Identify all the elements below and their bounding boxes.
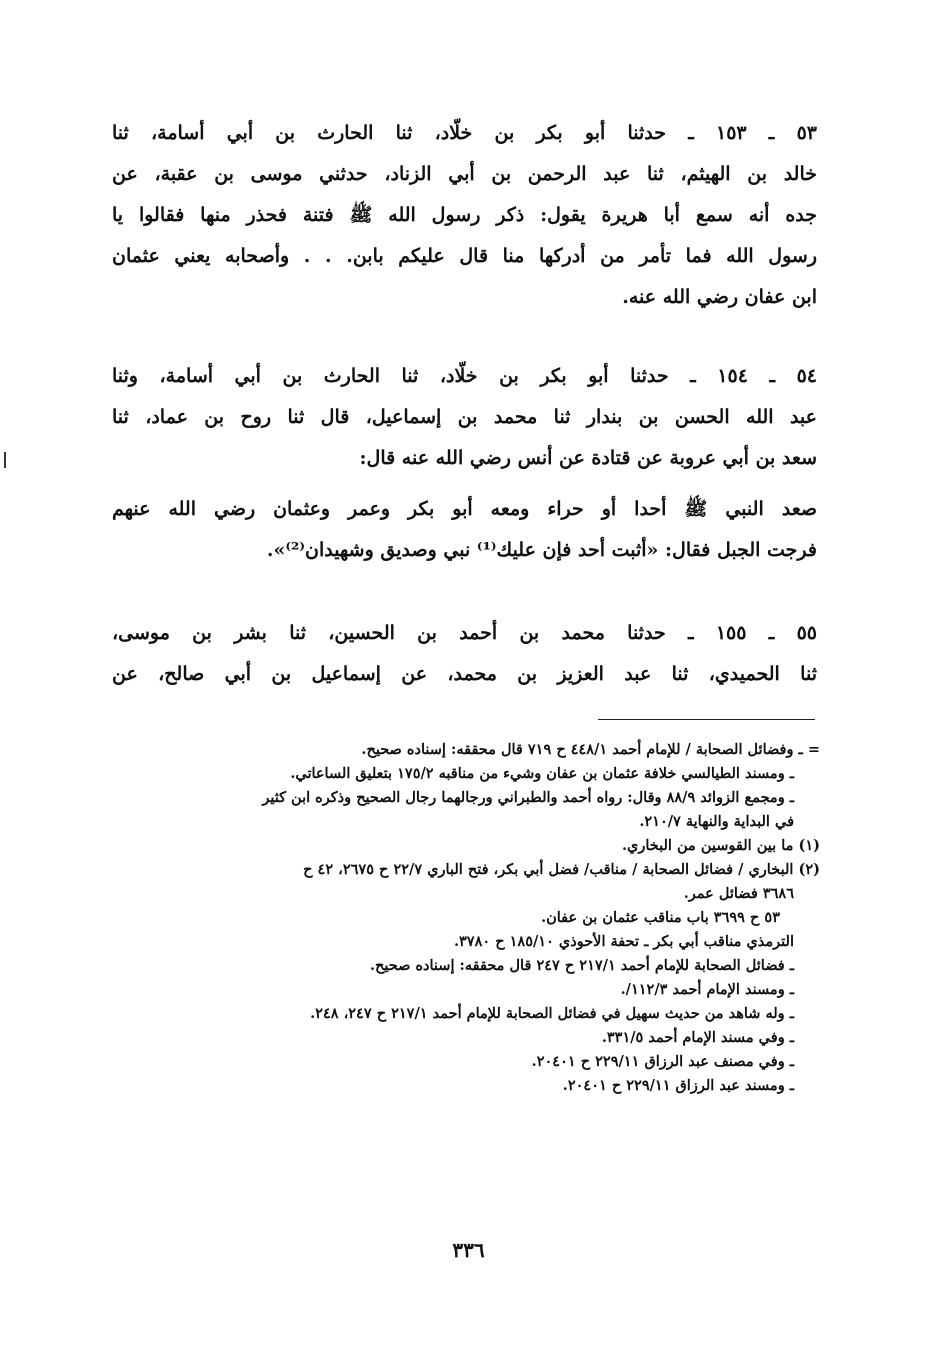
hadith-53-line: خالد بن الهيثم، ثنا عبد الرحمن بن أبي الزناد، حدثني موسى بن عقبة، عن <box>112 163 817 185</box>
footnote-line: ـ وفي مسند الإمام أحمد ٣٣١/٥. <box>601 1029 794 1046</box>
footnote-line: = ـ وفضائل الصحابة / للإمام أحمد ٤٤٨/١ ح ٧١٩ قال محققه: إسناده صحيح. <box>361 741 820 758</box>
hadith-54-line: سعد بن أبي عروبة عن قتادة عن أنس رضي الله عنه قال: <box>359 447 817 469</box>
hadith-53 <box>112 113 817 318</box>
footnote-line: ـ فضائل الصحابة للإمام أحمد ٢١٧/١ ح ٢٤٧ قال محققه: إسناده صحيح. <box>369 957 794 974</box>
hadith-54-text-line: صعد النبي ﷺ أحدا أو حراء ومعه أبو بكر وعمر وعثمان رضي الله عنهم <box>112 498 817 520</box>
footnote-line: في البداية والنهاية ٢١٠/٧. <box>639 813 794 830</box>
footnote-line: ـ ومسند عبد الرزاق ٢٢٩/١١ ح ٢٠٤٠١. <box>562 1077 794 1094</box>
hadith-54-isnad <box>112 356 817 479</box>
footnote-line: (١) ما بين القوسين من البخاري. <box>621 837 820 854</box>
footnote-line: ٥٣ ح ٣٦٩٩ باب مناقب عثمان بن عفان. <box>541 909 780 926</box>
footnote-line: ـ ومسند الطيالسي خلافة عثمان بن عفان وشيء من مناقبه ١٧٥/٢ بتعليق الساعاتي. <box>290 765 794 782</box>
hadith-53-line: ٥٣ ـ ١٥٣ ـ حدثنا أبو بكر بن خلّاد، ثنا الحارث بن أبي أسامة، ثنا <box>112 122 817 144</box>
hadith-54-line: عبد الله الحسن بن بندار ثنا محمد بن إسماعيل، قال ثنا روح بن عماد، ثنا <box>112 406 817 428</box>
footnote-line: ـ وله شاهد من حديث سهيل في فضائل الصحابة للإمام أحمد ٢١٧/١ ح ٢٤٧، ٢٤٨. <box>310 1005 794 1022</box>
hadith-54-text <box>112 489 817 571</box>
footnote-line: ٣٦٨٦ فضائل عمر. <box>683 885 794 902</box>
footnote-line: الترمذي مناقب أبي بكر ـ تحفة الأحوذي ١٨٥/١٠ ح ٣٧٨٠. <box>453 933 794 950</box>
hadith-54-line: ٥٤ ـ ١٥٤ ـ حدثنا أبو بكر بن خلّاد، ثنا الحارث بن أبي أسامة، وثنا <box>112 365 817 387</box>
hadith-53-line: رسول الله فما تأمر من أدركها منا قال عليكم بابن. . . وأصحابه يعني عثمان <box>112 245 817 267</box>
hadith-55-line: ٥٥ ـ ١٥٥ ـ حدثنا محمد بن أحمد بن الحسين، ثنا بشر بن موسى، <box>112 622 817 644</box>
footnote-line: (٢) البخاري / فضائل الصحابة / مناقب/ فضل أبي بكر، فتح الباري ٢٢/٧ ح ٢٦٧٥، ٤٢ ح <box>303 861 820 878</box>
footnote-line: ـ ومجمع الزوائد ٨٨/٩ وقال: رواه أحمد والطبراني ورجالهما رجال الصحيح وذكره ابن كثير <box>262 789 794 806</box>
page-number: ٣٣٦ <box>452 1238 485 1262</box>
hadith-55-line: ثنا الحميدي، ثنا عبد العزيز بن محمد، عن إسماعيل بن أبي صالح، عن <box>112 663 817 685</box>
footnotes <box>110 738 820 1098</box>
hadith-55 <box>112 613 817 695</box>
hadith-54-text-line: فرجت الجبل فقال: «أثبت أحد فإن عليك⁽¹⁾ نبي وصديق وشهيدان⁽²⁾». <box>266 539 817 561</box>
hadith-53-line: ابن عفان رضي الله عنه. <box>622 286 817 308</box>
scan-margin-mark <box>4 452 6 468</box>
hadith-53-line: جده أنه سمع أبا هريرة يقول: ذكر رسول الله ﷺ فتنة فحذر منها فقالوا يا <box>112 204 817 226</box>
footnote-line: ـ وفي مصنف عبد الرزاق ٢٢٩/١١ ح ٢٠٤٠١. <box>531 1053 794 1070</box>
footnote-separator <box>598 719 815 720</box>
footnote-line: ـ ومسند الإمام أحمد ١١٢/٣/. <box>620 981 794 998</box>
